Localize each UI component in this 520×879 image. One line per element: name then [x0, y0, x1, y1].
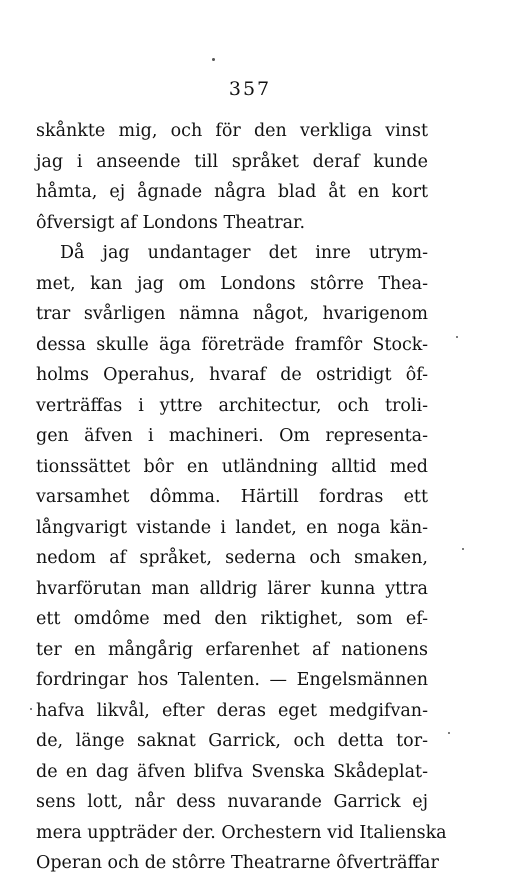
text-line: dessa skulle äga företräde framfôr Stock- [36, 334, 428, 355]
text-line: de en dag äfven blifva Svenska Skådeplat- [36, 761, 428, 782]
body-text [36, 116, 447, 879]
page-number: 357 [228, 78, 272, 100]
text-line: jag i anseende till språket deraf kunde [36, 151, 428, 172]
text-line: ett omdôme med den riktighet, som ef- [36, 609, 428, 629]
print-speck [212, 58, 215, 61]
text-line: sens lott, når dess nuvarande Garrick ej [36, 792, 428, 812]
print-speck [30, 708, 32, 710]
text-line: Då jag undantager det inre utrym- [60, 243, 428, 263]
text-line: ter en mångårig erfarenhet af nationens [36, 639, 428, 660]
text-line: fordringar hos Talenten. — Engelsmännen [36, 670, 428, 690]
text-line: holms Operahus, hvaraf de ostridigt ôf- [36, 365, 428, 385]
text-line: de, länge saknat Garrick, och detta tor- [36, 731, 428, 751]
text-line: met, kan jag om Londons stôrre Thea- [36, 273, 428, 294]
text-line: ôfversigt af Londons Theatrar. [36, 212, 306, 233]
text-line: hafva likvål, efter deras eget medgifvan- [36, 700, 428, 721]
text-line: hvarförutan man alldrig lärer kunna yttra [36, 578, 428, 599]
print-speck [462, 548, 464, 550]
text-line: verträffas i yttre architectur, och troli- [36, 395, 428, 416]
text-line: mera uppträder der. Orchestern vid Italienska [36, 822, 447, 843]
text-line: gen äfven i machineri. Om representa- [36, 426, 428, 446]
text-line: håmta, ej ågnade några blad åt en kort [36, 182, 428, 202]
text-line: Operan och de stôrre Theatrarne ôfverträffar [36, 853, 439, 873]
text-line: skånkte mig, och för den verkliga vinst [36, 121, 428, 141]
text-line: varsamhet dômma. Härtill fordras ett [36, 487, 428, 507]
print-speck [456, 336, 458, 338]
text-line: långvarigt vistande i landet, en noga kän- [36, 517, 428, 538]
text-line: tionssättet bôr en utländning alltid med [36, 456, 428, 477]
text-line: nedom af språket, sederna och smaken, [36, 548, 428, 568]
text-line: trar svårligen nämna något, hvarigenom [36, 304, 428, 324]
print-speck [448, 732, 450, 734]
